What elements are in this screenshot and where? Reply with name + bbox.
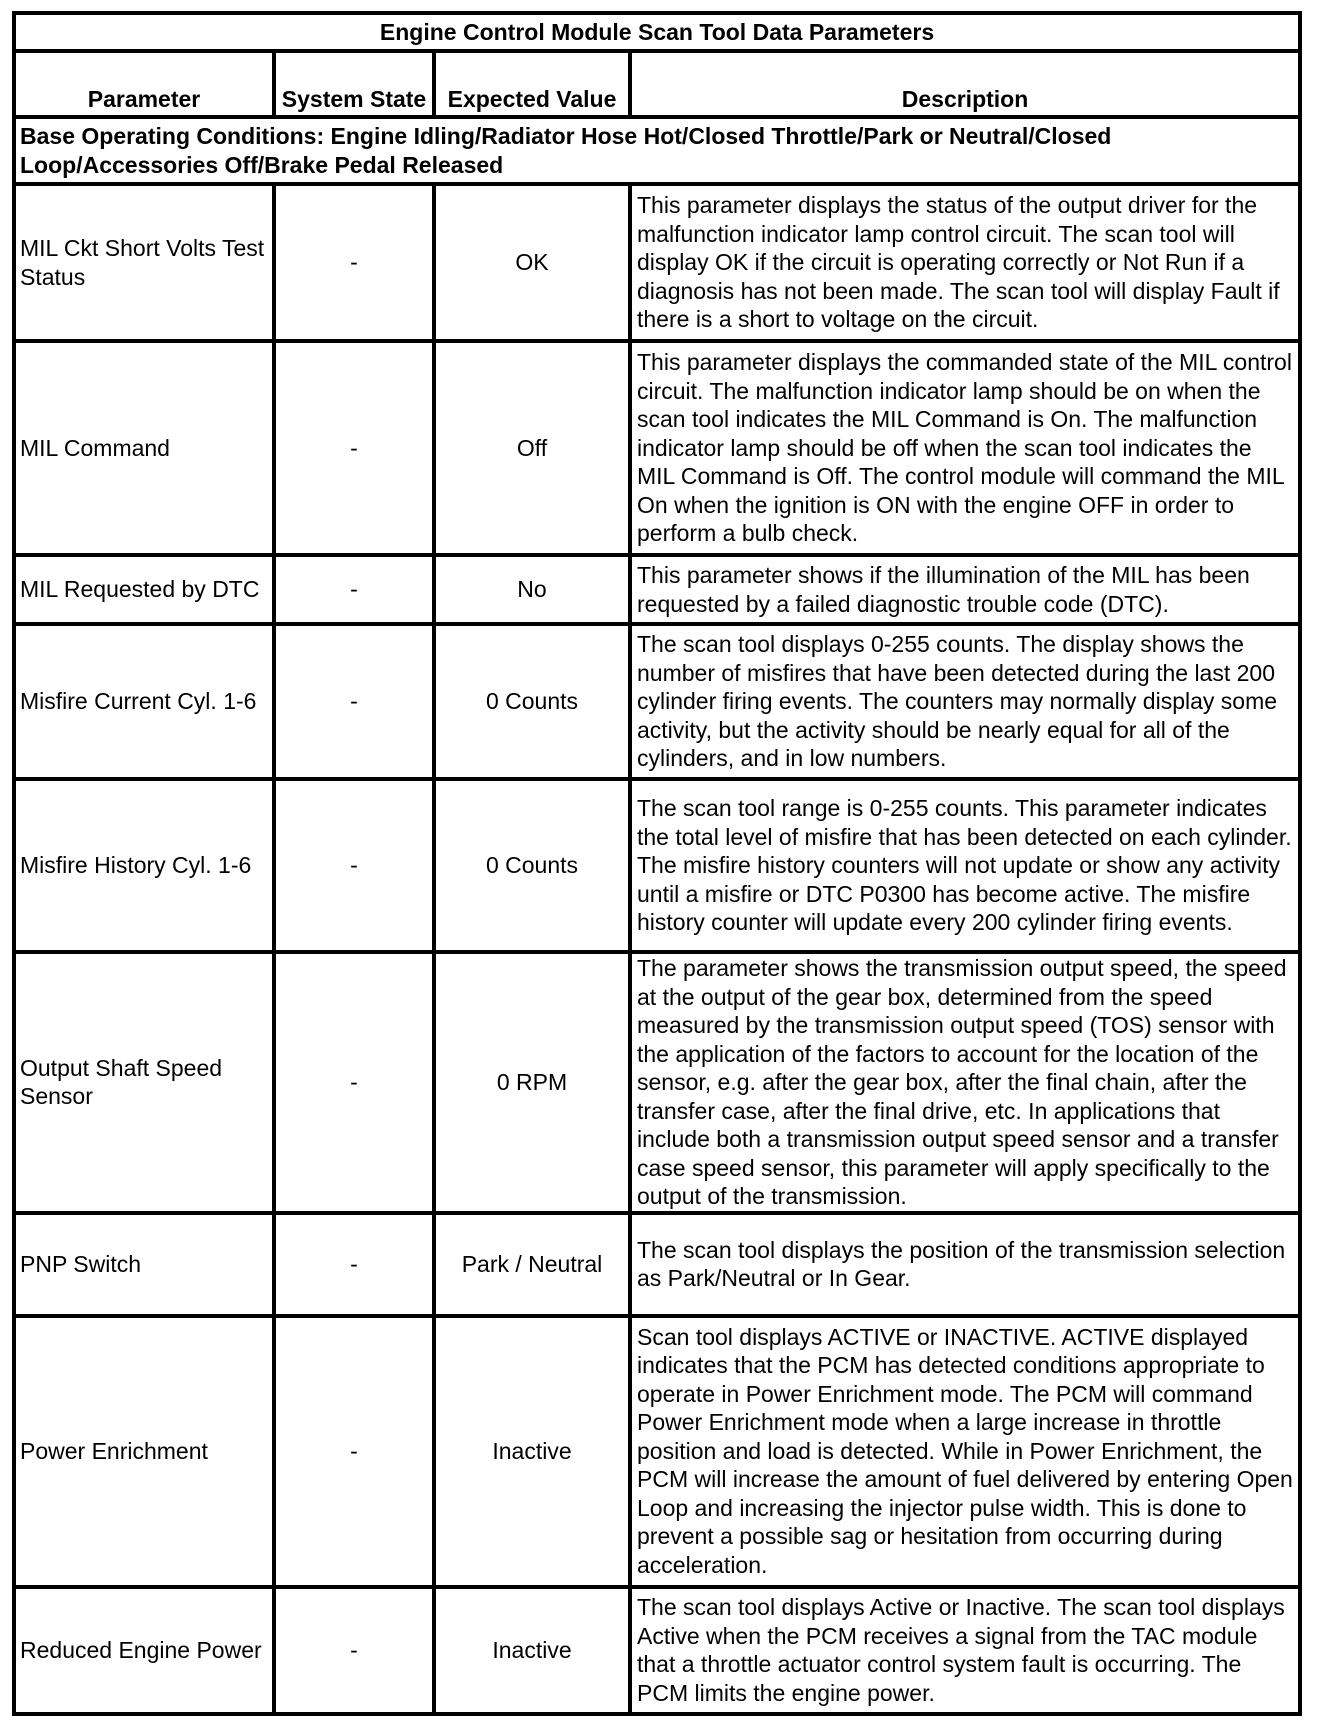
description: This parameter shows if the illumination of the MIL has been requested by a failed diagnostic trouble code (DTC). [630,555,1300,624]
table-header-row [14,51,1300,117]
table-row [14,555,1300,624]
system-state: - [274,1316,434,1587]
table-title-row [14,13,1300,51]
base-operating-conditions: Base Operating Conditions: Engine Idling/Radiator Hose Hot/Closed Throttle/Park or Neutral/Closed Loop/Accessories Off/Brake Pedal Released [14,117,1300,184]
system-state: - [274,1587,434,1714]
system-state: - [274,184,434,341]
description: This parameter displays the status of the output driver for the malfunction indicator lamp control circuit. The scan tool will display OK if the circuit is operating correctly or Not Run if a diagnosis has not been made. The scan tool will display Fault if there is a short to voltage on the circuit. [630,184,1300,341]
parameter-name: MIL Ckt Short Volts Test Status [14,184,274,341]
system-state: - [274,1213,434,1316]
system-state: - [274,779,434,952]
parameter-name: Reduced Engine Power [14,1587,274,1714]
parameter-name: MIL Requested by DTC [14,555,274,624]
system-state: - [274,952,434,1213]
header-description: Description [630,51,1300,117]
table-row [14,1316,1300,1587]
parameter-name: Output Shaft Speed Sensor [14,952,274,1213]
description: The scan tool displays 0-255 counts. The display shows the number of misfires that have been detected during the last 200 cylinder firing events. The counters may normally display some activity, but the activity should be nearly equal for all of the cylinders, and in low numbers. [630,624,1300,779]
parameter-name: PNP Switch [14,1213,274,1316]
parameter-name: Power Enrichment [14,1316,274,1587]
header-parameter: Parameter [14,51,274,117]
table-row [14,952,1300,1213]
expected-value: 0 Counts [434,624,630,779]
expected-value: 0 Counts [434,779,630,952]
expected-value: OK [434,184,630,341]
table-row [14,341,1300,555]
description: The parameter shows the transmission output speed, the speed at the output of the gear box, determined from the speed measured by the transmission output speed (TOS) sensor with the application of the factors to account for the location of the sensor, e.g. after the gear box, after the final chain, after the transfer case, after the final drive, etc. In applications that include both a transmission output speed sensor and a transfer case speed sensor, this parameter will apply specifically to the output of the transmission. [630,952,1300,1213]
description: The scan tool displays the position of the transmission selection as Park/Neutral or In Gear. [630,1213,1300,1316]
table-row [14,184,1300,341]
description: The scan tool displays Active or Inactive. The scan tool displays Active when the PCM receives a signal from the TAC module that a throttle actuator control system fault is occurring. The PCM limits the engine power. [630,1587,1300,1714]
table-row [14,779,1300,952]
table-row [14,624,1300,779]
description: The scan tool range is 0-255 counts. This parameter indicates the total level of misfire that has been detected on each cylinder. The misfire history counters will not update or show any activity until a misfire or DTC P0300 has become active. The misfire history counter will update every 200 cylinder firing events. [630,779,1300,952]
description: This parameter displays the commanded state of the MIL control circuit. The malfunction indicator lamp should be on when the scan tool indicates the MIL Command is On. The malfunction indicator lamp should be off when the scan tool indicates the MIL Command is Off. The control module will command the MIL On when the ignition is ON with the engine OFF in order to perform a bulb check. [630,341,1300,555]
description: Scan tool displays ACTIVE or INACTIVE. ACTIVE displayed indicates that the PCM has detected conditions appropriate to operate in Power Enrichment mode. The PCM will command Power Enrichment mode when a large increase in throttle position and load is detected. While in Power Enrichment, the PCM will increase the amount of fuel delivered by entering Open Loop and increasing the injector pulse width. This is done to prevent a possible sag or hesitation from occurring during acceleration. [630,1316,1300,1587]
table-title: Engine Control Module Scan Tool Data Parameters [14,13,1300,51]
table-row [14,1587,1300,1714]
expected-value: Inactive [434,1587,630,1714]
system-state: - [274,624,434,779]
system-state: - [274,555,434,624]
expected-value: Park / Neutral [434,1213,630,1316]
expected-value: 0 RPM [434,952,630,1213]
table-row [14,1213,1300,1316]
header-system-state: System State [274,51,434,117]
expected-value: Off [434,341,630,555]
parameter-name: Misfire History Cyl. 1-6 [14,779,274,952]
expected-value: Inactive [434,1316,630,1587]
scan-tool-data-table [12,11,1302,1716]
parameter-name: Misfire Current Cyl. 1-6 [14,624,274,779]
system-state: - [274,341,434,555]
expected-value: No [434,555,630,624]
base-conditions-row [14,117,1300,184]
header-expected-value: Expected Value [434,51,630,117]
parameter-name: MIL Command [14,341,274,555]
